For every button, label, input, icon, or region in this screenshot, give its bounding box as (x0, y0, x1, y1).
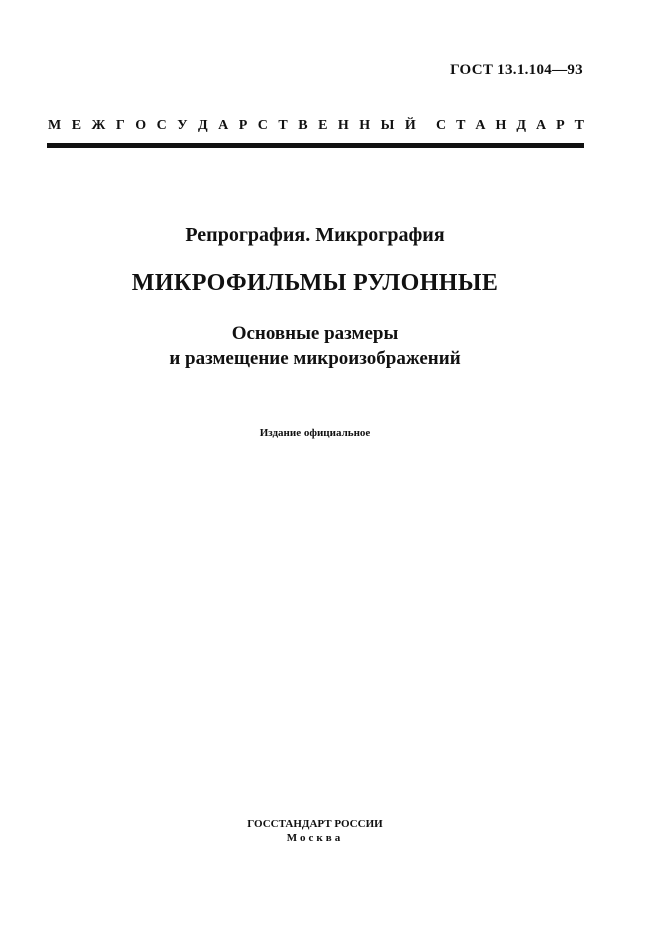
heading-letter: О (135, 118, 147, 133)
heading-letter: Е (318, 118, 328, 133)
heading-letter: Н (359, 118, 371, 133)
series-title: Репрография. Микрография (185, 224, 445, 246)
heading-letter: А (535, 118, 547, 133)
publisher-name: ГОССТАНДАРТ РОССИИ (247, 818, 383, 830)
document-number: ГОСТ 13.1.104—93 (450, 62, 583, 78)
publisher-city: Москва (286, 832, 344, 844)
main-title: МИКРОФИЛЬМЫ РУЛОННЫЕ (131, 270, 499, 296)
heading-letter: В (298, 118, 308, 133)
standard-type-word-interstate (48, 118, 416, 134)
heading-letter: Ы (380, 118, 395, 133)
heading-letter: А (475, 118, 486, 133)
edition-note: Издание официальное (259, 427, 371, 439)
standard-type-word-standard (436, 118, 584, 134)
heading-letter: Т (456, 118, 466, 133)
subtitle (0, 321, 630, 371)
heading-letter: С (436, 118, 447, 133)
heading-letter: Д (516, 118, 526, 133)
heading-letter: Н (337, 118, 349, 133)
subtitle-line-1: Основные размеры (231, 323, 399, 344)
heading-letter: У (177, 118, 188, 133)
header-rule (47, 143, 584, 148)
heading-letter: С (156, 118, 167, 133)
standard-type-heading (48, 118, 584, 134)
heading-letter: Й (404, 118, 416, 133)
heading-letter: Т (278, 118, 288, 133)
heading-letter: М (48, 118, 62, 133)
heading-letter: С (257, 118, 268, 133)
publisher-block (0, 817, 630, 845)
subtitle-line-2: и размещение микроизображений (169, 348, 461, 369)
heading-letter: Р (556, 118, 565, 133)
heading-letter: Т (574, 118, 584, 133)
heading-letter: Р (238, 118, 248, 133)
heading-letter: Г (115, 118, 125, 133)
heading-letter: Д (198, 118, 208, 133)
heading-letter: Е (71, 118, 82, 133)
heading-letter: Н (495, 118, 507, 133)
heading-letter: Ж (91, 118, 106, 133)
heading-letter: А (218, 118, 229, 133)
